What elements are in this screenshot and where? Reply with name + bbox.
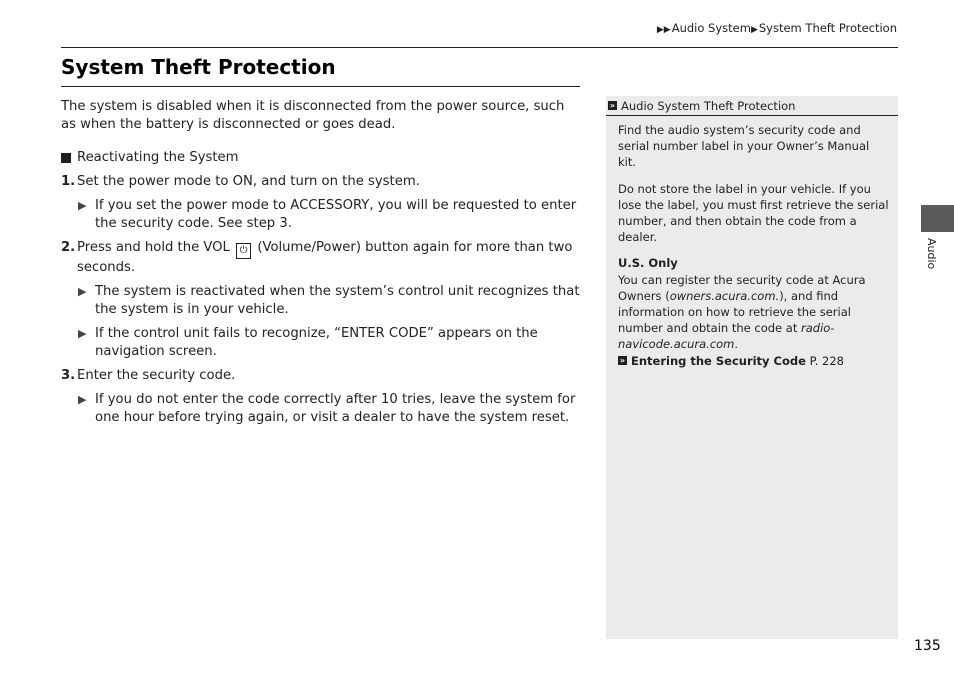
step-1 [61,173,581,191]
cross-reference-icon: » [619,356,626,366]
reference-page: P. 228 [809,353,844,368]
us-only-label: U.S. Only [618,256,678,271]
step-1-note [78,197,581,233]
p3-text-a: You can register the security code at Acura Owners ( [618,272,866,303]
reference-label[interactable]: Entering the Security Code [631,353,806,368]
page-number: 135 [914,638,941,654]
triangle-bullet-icon: ▶ [78,393,87,406]
step-number: 1. [61,174,76,189]
note-text: If the control unit fails to recognize, “ENTER CODE” appears on the navigation screen. [95,326,538,359]
step-2-note-1 [78,283,581,319]
triangle-bullet-icon: ▶ [78,327,87,340]
main-content [61,98,581,433]
breadcrumb [657,21,897,35]
step-text-pre: Press and hold the VOL [77,240,230,255]
double-triangle-icon: ▶▶ [656,25,671,35]
step-number: 2. [61,240,76,255]
intro-paragraph: The system is disabled when it is disconnected from the power source, such as when the battery is disconnected or goes dead. [61,99,565,132]
triangle-bullet-icon: ▶ [78,199,87,212]
sidebar-body [606,116,898,369]
triangle-icon: ▶ [750,25,758,35]
cross-reference-icon: » [609,101,616,110]
triangle-bullet-icon: ▶ [78,285,87,298]
sidebar-paragraph-3 [618,272,890,353]
step-text: Set the power mode to ON, and turn on the system. [77,174,420,189]
chapter-tab-label: Audio [925,238,938,270]
navicode-url-link[interactable]: radio-navicode.acura.com [618,321,835,352]
step-text [77,239,581,277]
note-text: If you set the power mode to ACCESSORY, you will be requested to enter the security code. See step 3. [95,198,577,231]
step-3 [61,367,581,385]
top-divider [61,47,898,48]
section-heading-text: Reactivating the System [77,150,239,165]
power-icon: ⏻ [236,243,251,259]
sidebar-heading-text: Audio System Theft Protection [621,98,796,113]
p3-text-c: . [734,337,739,352]
step-number: 3. [61,368,76,383]
step-2 [61,239,581,277]
step-2-note-2 [78,325,581,361]
step-3-note [78,391,581,427]
owners-url-link[interactable]: owners.acura.com. [669,288,780,303]
step-text: Enter the security code. [77,368,236,383]
section-heading [61,149,581,167]
note-text: The system is reactivated when the system’s control unit recognizes that the system is in your vehicle. [95,284,580,317]
square-bullet-icon [61,153,71,163]
title-divider [61,86,580,87]
step-text-post: (Volume/Power) button again for more than two seconds. [77,240,573,275]
breadcrumb-item-audio-system[interactable]: Audio System [671,21,751,35]
p3-text-b: ), and find information on how to retrieve the serial number and obtain the code at [618,288,851,336]
chapter-tab[interactable] [921,205,954,232]
note-text: If you do not enter the code correctly after 10 tries, leave the system for one hour before trying again, or visit a dealer to have the system reset. [95,392,576,425]
sidebar-notes [606,96,898,639]
sidebar-heading [606,96,898,116]
sidebar-paragraph-2: Do not store the label in your vehicle. If you lose the label, you must first retrieve the serial number, and then obtain the code from a dealer. [618,181,889,245]
breadcrumb-item-theft-protection[interactable]: System Theft Protection [758,21,897,35]
security-code-reference[interactable] [618,353,890,369]
page-title: System Theft Protection [61,55,336,79]
sidebar-paragraph-1: Find the audio system’s security code and serial number label in your Owner’s Manual kit. [618,123,870,170]
